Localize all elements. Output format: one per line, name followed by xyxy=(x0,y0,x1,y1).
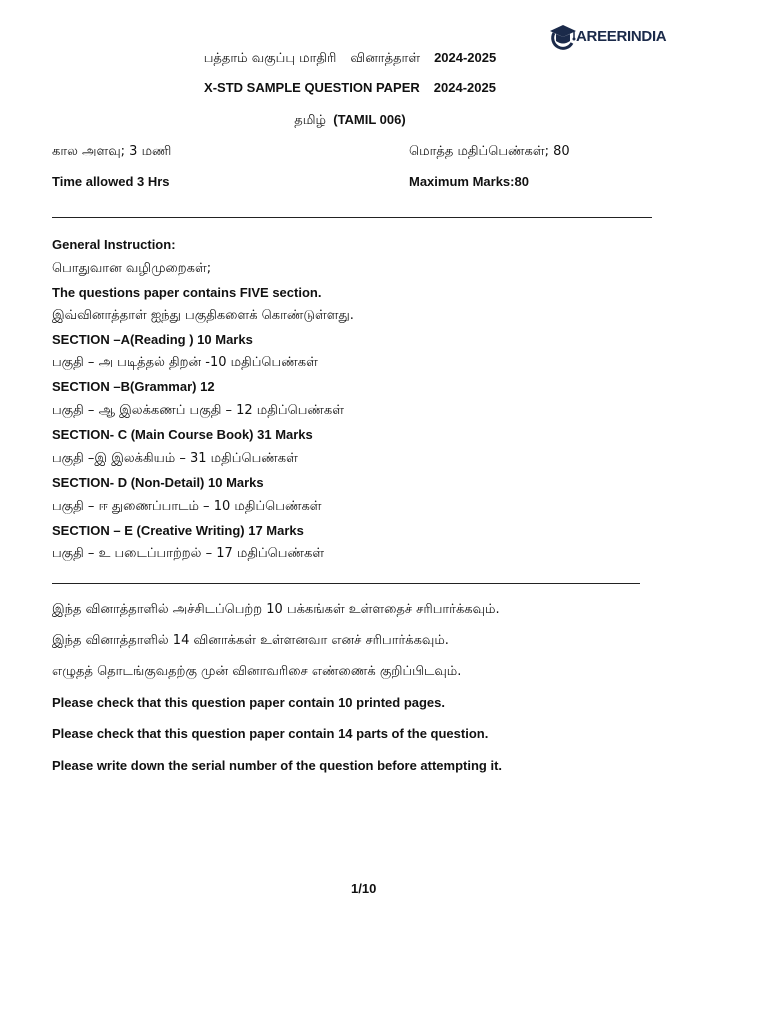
section-a-tamil: பகுதி – அ படித்தல் திறன் -10 மதிப்பெண்கள் xyxy=(52,355,318,370)
time-english: Time allowed 3 Hrs xyxy=(52,174,170,189)
tamil-title-year: 2024-2025 xyxy=(434,50,497,65)
graduation-cap-icon xyxy=(548,21,578,51)
instructions-intro-tamil: இவ்வினாத்தாள் ஐந்து பகுதிகளைக் கொண்டுள்ளது. xyxy=(52,308,354,323)
section-b-tamil: பகுதி – ஆ இலக்கணப் பகுதி – 12 மதிப்பெண்கள் xyxy=(52,403,344,418)
tamil-title-a: பத்தாம் வகுப்பு மாதிரி xyxy=(203,51,337,66)
check-questions-english: Please check that this question paper contain 14 parts of the question. xyxy=(52,726,489,741)
time-tamil: கால அளவு; 3 மணி xyxy=(52,144,172,159)
subject-code: (TAMIL 006) xyxy=(333,112,406,127)
marks-english: Maximum Marks:80 xyxy=(409,174,529,189)
subject-title xyxy=(0,112,700,129)
page-number: 1/10 xyxy=(351,881,377,896)
section-b-english: SECTION –B(Grammar) 12 xyxy=(52,379,215,394)
english-title-year: 2024-2025 xyxy=(433,80,496,95)
careerindia-logo[interactable] xyxy=(548,20,666,52)
check-pages-english: Please check that this question paper contain 10 printed pages. xyxy=(52,695,445,710)
instructions-intro-english: The questions paper contains FIVE section. xyxy=(52,285,322,300)
logo-wordmark: AREERINDIA xyxy=(576,27,667,45)
instructions-heading-tamil: பொதுவான வழிமுறைகள்; xyxy=(52,261,212,276)
section-d-tamil: பகுதி – ஈ துணைப்பாடம் – 10 மதிப்பெண்கள் xyxy=(52,499,322,514)
check-serial-tamil: எழுதத் தொடங்குவதற்கு முன் வினாவரிசை எண்ணைக் குறிப்பிடவும். xyxy=(52,664,462,679)
divider-bottom xyxy=(52,583,640,584)
divider-top xyxy=(52,217,652,218)
section-c-english: SECTION- C (Main Course Book) 31 Marks xyxy=(52,427,313,442)
section-d-english: SECTION- D (Non-Detail) 10 Marks xyxy=(52,475,264,490)
check-questions-tamil: இந்த வினாத்தாளில் 14 வினாக்கள் உள்ளனவா எனச் சரிபார்க்கவும். xyxy=(52,633,449,648)
section-e-tamil: பகுதி – உ படைப்பாற்றல் – 17 மதிப்பெண்கள் xyxy=(52,546,325,561)
tamil-title xyxy=(0,50,700,67)
check-pages-tamil: இந்த வினாத்தாளில் அச்சிடப்பெற்ற 10 பக்கங்கள் உள்ளதைச் சரிபார்க்கவும். xyxy=(52,602,500,617)
english-title-text: X-STD SAMPLE QUESTION PAPER xyxy=(204,80,420,95)
tamil-title-b: வினாத்தாள் xyxy=(350,51,421,66)
section-a-english: SECTION –A(Reading ) 10 Marks xyxy=(52,332,253,347)
english-title xyxy=(0,80,700,95)
marks-tamil: மொத்த மதிப்பெண்கள்; 80 xyxy=(409,144,570,159)
check-serial-english: Please write down the serial number of the question before attempting it. xyxy=(52,758,503,773)
subject-tamil: தமிழ் xyxy=(294,113,326,128)
instructions-heading-english: General Instruction: xyxy=(52,237,176,252)
section-e-english: SECTION – E (Creative Writing) 17 Marks xyxy=(52,523,304,538)
section-c-tamil: பகுதி –இ இலக்கியம் – 31 மதிப்பெண்கள் xyxy=(52,451,298,466)
